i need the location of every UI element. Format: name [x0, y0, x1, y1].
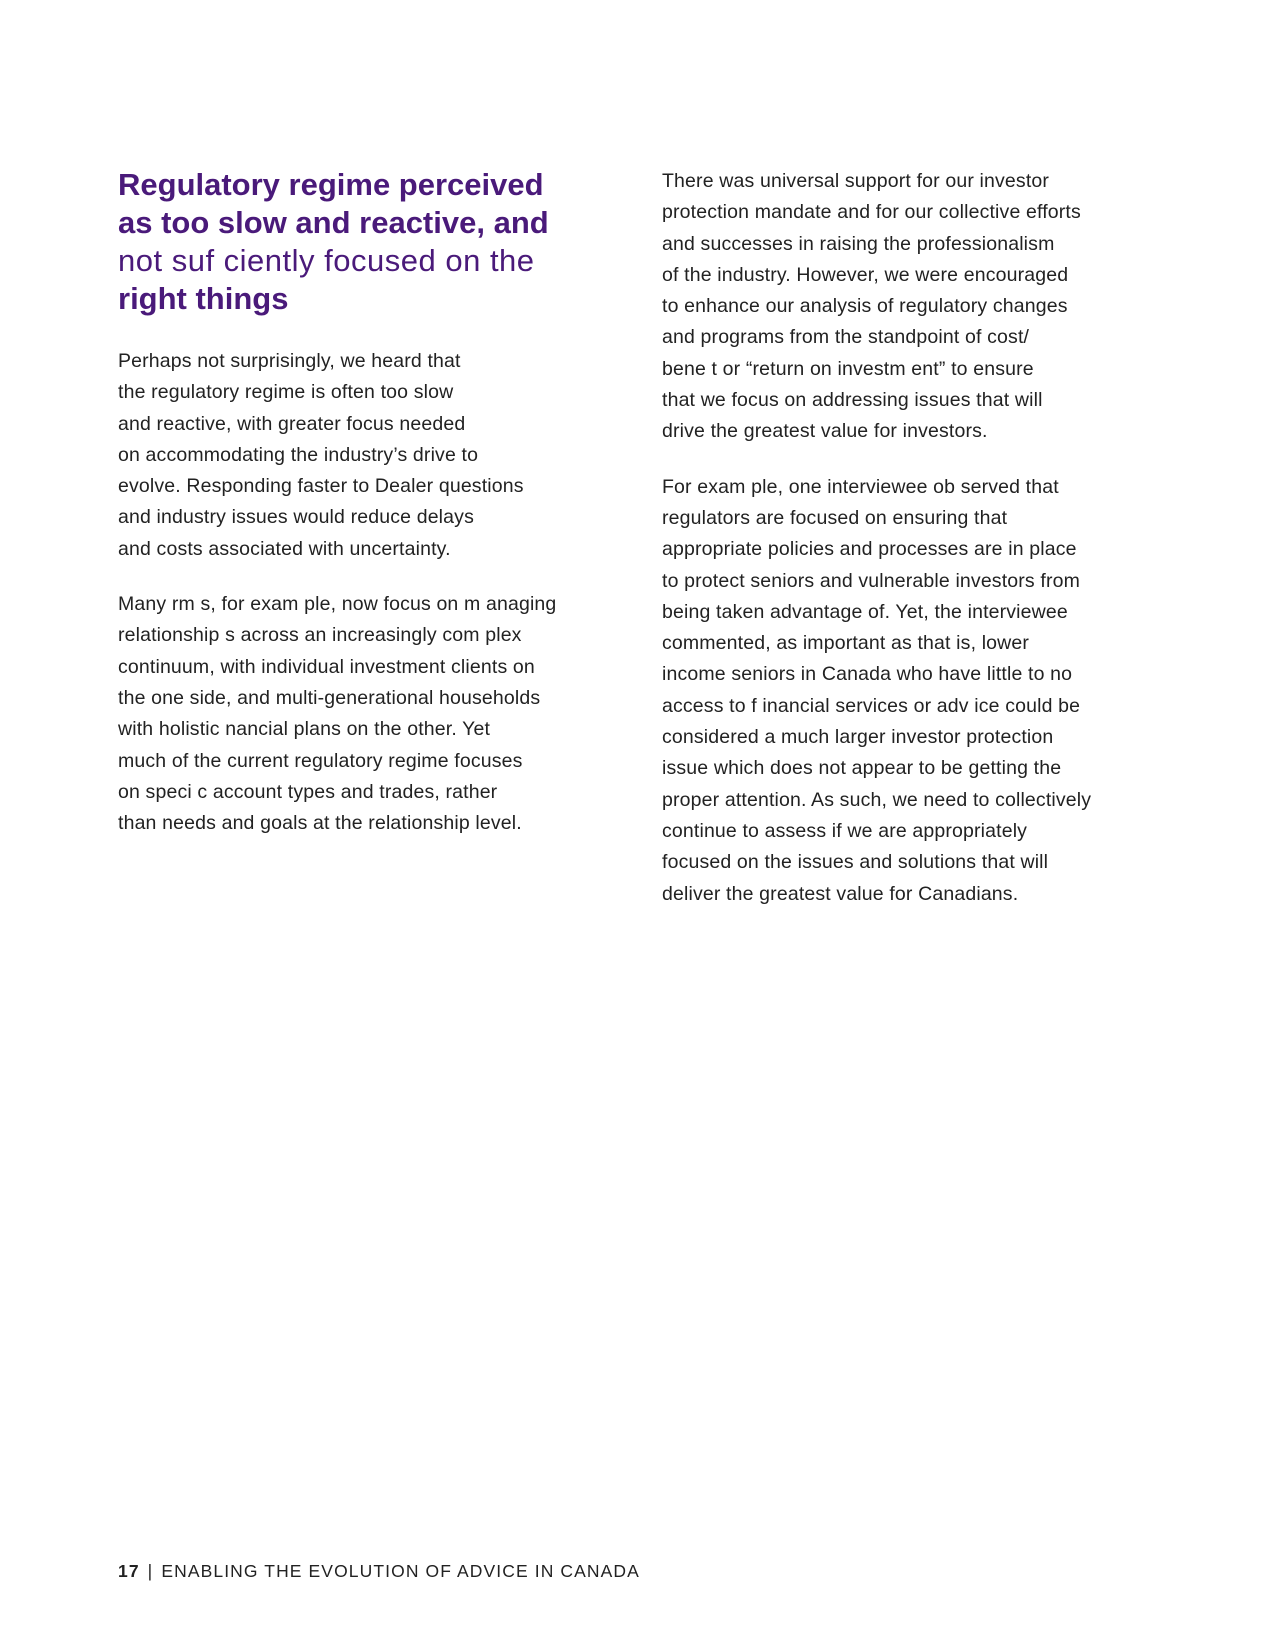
text-line: and costs associated with uncertainty. — [118, 537, 451, 560]
text-line: of the industry. However, we were encouraged — [662, 263, 1069, 286]
text-line: proper attention. As such, we need to collectively — [662, 788, 1092, 811]
text-line: the one side, and multi-generational households — [118, 686, 541, 709]
text-line: to enhance our analysis of regulatory changes — [662, 295, 1068, 318]
text-line: the regulatory regime is often too slow — [118, 381, 454, 404]
text-line: and reactive, with greater focus needed — [118, 412, 466, 435]
text-line: continue to assess if we are appropriately — [662, 819, 1028, 842]
heading-line: as too slow and reactive, and — [118, 205, 549, 240]
heading-line: not suf ciently focused on the — [118, 243, 535, 278]
text-line: access to f inancial services or adv ice could be — [662, 694, 1081, 717]
heading-line: Regulatory regime perceived — [118, 167, 544, 202]
section-heading — [118, 166, 618, 318]
right-paragraph-2 — [662, 472, 1182, 910]
text-line: commented, as important as that is, lower — [662, 632, 1030, 655]
heading-line: right things — [118, 281, 289, 316]
page-footer — [118, 1561, 640, 1582]
text-line: There was universal support for our investor — [662, 170, 1050, 192]
text-line: and industry issues would reduce delays — [118, 506, 474, 529]
text-line: that we focus on addressing issues that will — [662, 389, 1043, 412]
text-line: being taken advantage of. Yet, the interviewee — [662, 600, 1068, 623]
footer-separator: | — [147, 1561, 154, 1581]
text-line: with holistic nancial plans on the other. Yet — [118, 718, 491, 741]
page-number: 17 — [118, 1561, 140, 1581]
text-line: relationship s across an increasingly com plex — [118, 624, 522, 647]
text-line: focused on the issues and solutions that will — [662, 851, 1049, 874]
left-paragraph-1 — [118, 346, 618, 565]
right-paragraph-1 — [662, 166, 1182, 448]
text-line: much of the current regulatory regime focuses — [118, 749, 523, 772]
text-line: and programs from the standpoint of cost/ — [662, 326, 1030, 349]
text-line: continuum, with individual investment clients on — [118, 655, 535, 678]
text-line: protection mandate and for our collective efforts — [662, 201, 1081, 224]
text-line: issue which does not appear to be getting the — [662, 757, 1062, 780]
text-line: regulators are focused on ensuring that — [662, 506, 1008, 529]
text-line: income seniors in Canada who have little to no — [662, 663, 1073, 686]
text-line: to protect seniors and vulnerable investors from — [662, 569, 1080, 592]
text-line: than needs and goals at the relationship level. — [118, 812, 522, 835]
text-line: evolve. Responding faster to Dealer questions — [118, 475, 524, 498]
text-line: considered a much larger investor protection — [662, 726, 1054, 749]
right-column — [662, 166, 1182, 934]
text-line: and successes in raising the professionalism — [662, 232, 1055, 255]
text-line: deliver the greatest value for Canadians. — [662, 882, 1019, 905]
text-line: Perhaps not surprisingly, we heard that — [118, 350, 461, 372]
text-line: For exam ple, one interviewee ob served that — [662, 475, 1059, 498]
text-line: drive the greatest value for investors. — [662, 420, 988, 443]
text-line: Many rm s, for exam ple, now focus on m anaging — [118, 593, 557, 616]
text-line: bene t or “return on investm ent” to ensure — [662, 357, 1034, 380]
text-line: on speci c account types and trades, rather — [118, 780, 498, 803]
text-line: on accommodating the industry’s drive to — [118, 443, 479, 466]
left-column — [118, 166, 618, 863]
text-line: appropriate policies and processes are in place — [662, 538, 1077, 561]
left-paragraph-2 — [118, 589, 618, 839]
footer-title: ENABLING THE EVOLUTION OF ADVICE IN CANADA — [161, 1561, 640, 1581]
